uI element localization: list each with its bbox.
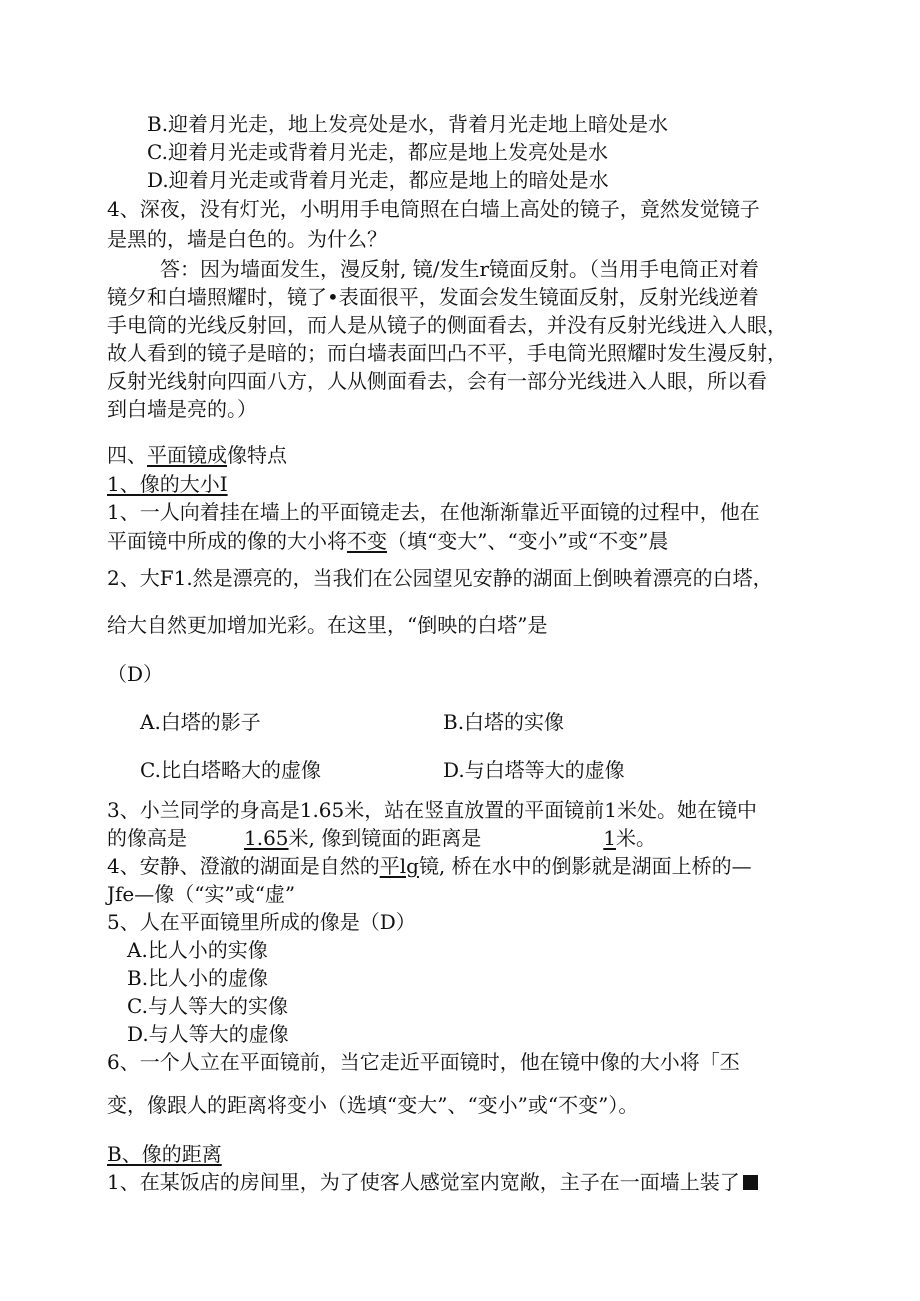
option-c-line: C.迎着月光走或背着月光走，都应是地上发亮处是水 [147, 140, 608, 164]
item-2-option-c: C.比白塔略大的虚像 [140, 758, 321, 782]
item-2-option-b: B.白塔的实像 [443, 710, 565, 734]
item-1-line1: 1、一人向着挂在墙上的平面镜走去，在他渐渐靠近平面镜的过程中，他在 [107, 500, 760, 524]
subsection-heading: 1、像的大小I [107, 472, 228, 496]
answer-line1: 答：因为墙面发生，漫反射, 镜/发生r镜面反射。（当用手电筒正对着 [160, 257, 760, 281]
item-3-line1: 3、小兰同学的身高是1.65米，站在竖直放置的平面镜前1米处。她在镜中 [107, 798, 757, 822]
item-2-line2: 给大自然更加增加光彩。在这里，“倒映的白塔”是 [107, 613, 548, 637]
item-4-line2: Jfe—像（“实”或“虚” [107, 882, 296, 906]
item-5-option-c: C.与人等大的实像 [127, 994, 288, 1018]
item-2-line1: 2、大F1.然是漂亮的，当我们在公园望见安静的湖面上倒映着漂亮的白塔， [107, 566, 773, 590]
item-5-option-b: B.比人小的虚像 [127, 966, 269, 990]
item-5-option-d: D.与人等大的虚像 [127, 1022, 289, 1046]
black-square-mark [743, 1175, 758, 1190]
item-1-line2: 平面镜中所成的像的大小将不变（填“变大”、“变小”或“不变”晨 [107, 529, 669, 553]
item-2-option-a: A.白塔的影子 [140, 710, 261, 734]
item-4-line1: 4、安静、澄澈的湖面是自然的平lg镜, 桥在水中的倒影就是湖面上桥的— [107, 854, 752, 878]
option-b-line: B.迎着月光走，地上发亮处是水，背着月光走地上暗处是水 [147, 112, 669, 136]
answer-line5: 反射光线射向四面八方，人从侧面看去，会有一部分光线进入人眼，所以看 [107, 369, 767, 393]
answer-line6: 到白墙是亮的。） [107, 397, 257, 421]
item-6-line2: 变，像跟人的距离将变小（选填“变大”、“变小”或“不变”）。 [107, 1093, 639, 1117]
answer-line4: 故人看到的镜子是暗的；而白墙表面凹凸不平，手电筒光照耀时发生漫反射， [107, 341, 787, 365]
question-4-line1: 4、深夜，没有灯光，小明用手电筒照在白墙上高处的镜子，竟然发觉镜子 [107, 197, 760, 221]
item-2-option-d: D.与白塔等大的虚像 [443, 758, 625, 782]
answer-line3: 手电筒的光线反射回，而人是从镜子的侧面看去，并没有反射光线进入人眼， [107, 313, 787, 337]
item-b1-line1: 1、在某饭店的房间里，为了使客人感觉室内宽敞，主子在一面墙上装了 [107, 1169, 758, 1195]
item-5-question: 5、人在平面镜里所成的像是（D） [107, 910, 416, 934]
item-3-line2: 的像高是 1.65米, 像到镜面的距离是 1米。 [107, 826, 656, 850]
option-d-line: D.迎着月光走或背着月光走，都应是地上的暗处是水 [147, 168, 609, 192]
section-heading: 四、平面镜成像特点 [107, 443, 287, 467]
item-5-option-a: A.比人小的实像 [127, 938, 268, 962]
item-6-line1: 6、一个人立在平面镜前，当它走近平面镜时，他在镜中像的大小将「丕 [107, 1050, 740, 1074]
subsection-b-heading: B、像的距离 [107, 1142, 222, 1166]
answer-line2: 镜夕和白墙照耀时，镜了•表面很平，发面会发生镜面反射，反射光线逆着 [107, 285, 759, 309]
question-4-line2: 是黑的，墙是白色的。为什么？ [107, 227, 387, 251]
item-2-answer: （D） [107, 662, 164, 686]
